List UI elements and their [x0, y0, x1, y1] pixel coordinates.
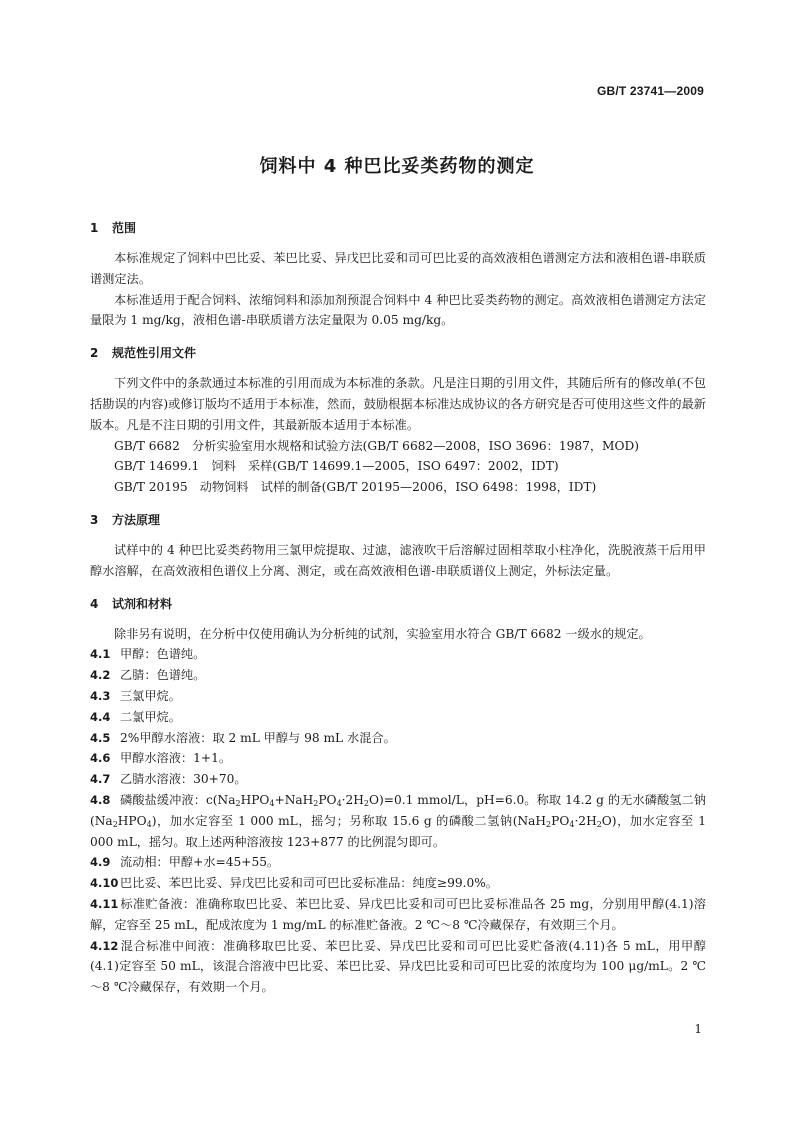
- list-item: [90, 769, 706, 790]
- item-number: 4.7: [90, 772, 111, 787]
- reference-entry: GB/T 20195 动物饲料 试样的制备(GB/T 20195—2006，ISO 6498：1998，IDT): [114, 480, 597, 495]
- subscript: 2: [363, 798, 370, 808]
- subscript: 2: [596, 819, 602, 829]
- section-title: 规范性引用文件: [112, 346, 197, 361]
- document-title: 饲料中 4 种巴比妥类药物的测定: [259, 156, 535, 177]
- list-item: [90, 852, 706, 873]
- standard-code: GB/T 23741—2009: [596, 84, 704, 98]
- list-item: [90, 707, 706, 728]
- item-number: 4.9: [90, 855, 111, 870]
- item-text: 流动相：甲醇+水=45+55。: [120, 855, 280, 870]
- item-number: 4.4: [90, 709, 111, 724]
- item-text: 三氯甲烷。: [120, 688, 181, 703]
- section-heading: [90, 510, 706, 530]
- subscript: 2: [235, 798, 241, 808]
- text-run: HPO: [240, 792, 270, 807]
- text-run: O)=0.1 mmol/L，pH=6.0。称取 14.2 g 的无水磷酸氢二钠(Na: [90, 792, 706, 828]
- item-number: 4.6: [90, 751, 111, 766]
- paragraph: 试样中的 4 种巴比妥类药物用三氯甲烷提取、过滤，滤液吹干后溶解过固相萃取小柱净化，洗脱液蒸干后用甲醇水溶解，在高效液相色谱仪上分离、测定，或在高效液相色谱-串联质谱仪上测定，外标法定量。: [90, 542, 706, 578]
- list-item: [90, 748, 706, 769]
- subscript: 2: [112, 819, 118, 829]
- section-heading: [90, 594, 706, 614]
- section-heading: [90, 343, 706, 363]
- section-number: 4: [90, 596, 99, 611]
- text-run: PO: [551, 813, 570, 828]
- subscript: 4: [269, 798, 275, 808]
- item-number: 4.3: [90, 688, 111, 703]
- list-item: [90, 728, 706, 749]
- paragraph: 本标准规定了饲料中巴比妥、苯巴比妥、异戊巴比妥和司可巴比妥的高效液相色谱测定方法和液相色谱-串联质谱测定法。: [90, 251, 706, 286]
- paragraph: 下列文件中的条款通过本标准的引用而成为本标准的条款。凡是注日期的引用文件，其随后所有的修改单(不包括勘误的内容)或修订版均不适用于本标准，然而，鼓励根据本标准达成协议的各方研究是否可使用这些文件的最新版本。凡是不注日期的引用文件，其最新版本适用于本标准。: [90, 376, 706, 432]
- list-item: [90, 873, 706, 894]
- paragraph: 本标准适用于配合饲料、浓缩饲料和添加剂预混合饲料中 4 种巴比妥类药物的测定。高效液相色谱测定方法定量限为 1 mg/kg，液相色谱-串联质谱方法定量限为 0.05 mg/kg。: [90, 292, 706, 328]
- subscript: 4: [569, 819, 575, 829]
- item-text: 二氯甲烷。: [120, 709, 181, 724]
- item-text: 甲醇水溶液：1+1。: [120, 751, 232, 766]
- section-reagents: [90, 594, 706, 998]
- section-title: 范围: [112, 221, 137, 235]
- section-number: 1: [90, 221, 99, 235]
- section-normative-references: [90, 343, 706, 498]
- section-title: 试剂和材料: [112, 596, 173, 611]
- text-run: PO: [318, 792, 337, 807]
- text-run: +NaH: [274, 792, 314, 807]
- subscript: 2: [546, 819, 552, 829]
- document-body: [90, 218, 706, 1010]
- item-number: 4.10: [90, 876, 119, 891]
- text-run: HPO: [117, 813, 147, 828]
- paragraph: 除非另有说明，在分析中仅使用确认为分析纯的试剂，实验室用水符合 GB/T 6682 一级水的规定。: [114, 626, 651, 641]
- subscript: 4: [146, 819, 152, 829]
- subscript: 4: [336, 798, 342, 808]
- reference-entry: GB/T 6682 分析实验室用水规格和试验方法(GB/T 6682—2008，ISO 3696：1987，MOD): [114, 438, 640, 453]
- reference-entry: GB/T 14699.1 饲料 采样(GB/T 14699.1—2005，ISO 6497：2002，IDT): [114, 459, 559, 474]
- item-text: 标准贮备液：准确称取巴比妥、苯巴比妥、异戊巴比妥和司可巴比妥标准品各 25 mg，分别用甲醇(4.1)溶解，定容至 25 mL，配成浓度为 1 mg/mL 的标准贮备液。2 ℃～8 ℃冷藏保存，有效期三个月。: [90, 896, 706, 932]
- section-number: 2: [90, 346, 99, 361]
- text-run: ·2H: [574, 813, 597, 828]
- list-item: [90, 790, 706, 852]
- section-heading: [90, 218, 706, 238]
- item-text: 2%甲醇水溶液：取 2 mL 甲醇与 98 mL 水混合。: [120, 730, 396, 745]
- text-run: 磷酸盐缓冲液：c(Na: [120, 792, 236, 807]
- item-number: 4.1: [90, 647, 111, 662]
- section-principle: [90, 510, 706, 582]
- list-item: [90, 644, 706, 665]
- page-number: 1: [694, 1022, 702, 1036]
- list-item: [90, 686, 706, 707]
- text-run: )，加水定容至 1 000 mL，摇匀；另称取 15.6 g 的磷酸二氢钠(NaH: [151, 813, 547, 828]
- item-text: [90, 793, 706, 849]
- item-text: 乙腈水溶液：30+70。: [120, 772, 247, 787]
- item-text: 混合标准中间液：准确移取巴比妥、苯巴比妥、异戊巴比妥和司可巴比妥贮备液(4.11)各 5 mL，用甲醇(4.1)定容至 50 mL，该混合溶液中巴比妥、苯巴比妥、异戊巴比妥和司可巴比妥的浓度均为 100 μg/mL。2 ℃～8 ℃冷藏保存，有效期一个月。: [90, 938, 706, 995]
- item-number: 4.11: [90, 896, 119, 911]
- item-number: 4.2: [90, 668, 111, 683]
- item-number: 4.8: [90, 792, 111, 807]
- text-run: O)，加水定容至 1 000 mL，摇匀。取上述两种溶液按 123+877 的比例混匀即可。: [90, 813, 706, 849]
- item-text: 乙腈：色谱纯。: [120, 668, 206, 683]
- item-text: 巴比妥、苯巴比妥、异戊巴比妥和司可巴比妥标准品：纯度≥99.0%。: [120, 876, 498, 891]
- list-item: [90, 665, 706, 686]
- list-item: [90, 936, 706, 998]
- item-number: 4.12: [90, 938, 119, 953]
- section-scope: [90, 218, 706, 331]
- text-run: ·2H: [341, 792, 364, 807]
- list-item: [90, 894, 706, 936]
- item-text: 甲醇：色谱纯。: [120, 647, 206, 662]
- subscript: 2: [313, 798, 319, 808]
- item-number: 4.5: [90, 730, 111, 745]
- section-title: 方法原理: [112, 512, 161, 527]
- section-number: 3: [90, 512, 99, 527]
